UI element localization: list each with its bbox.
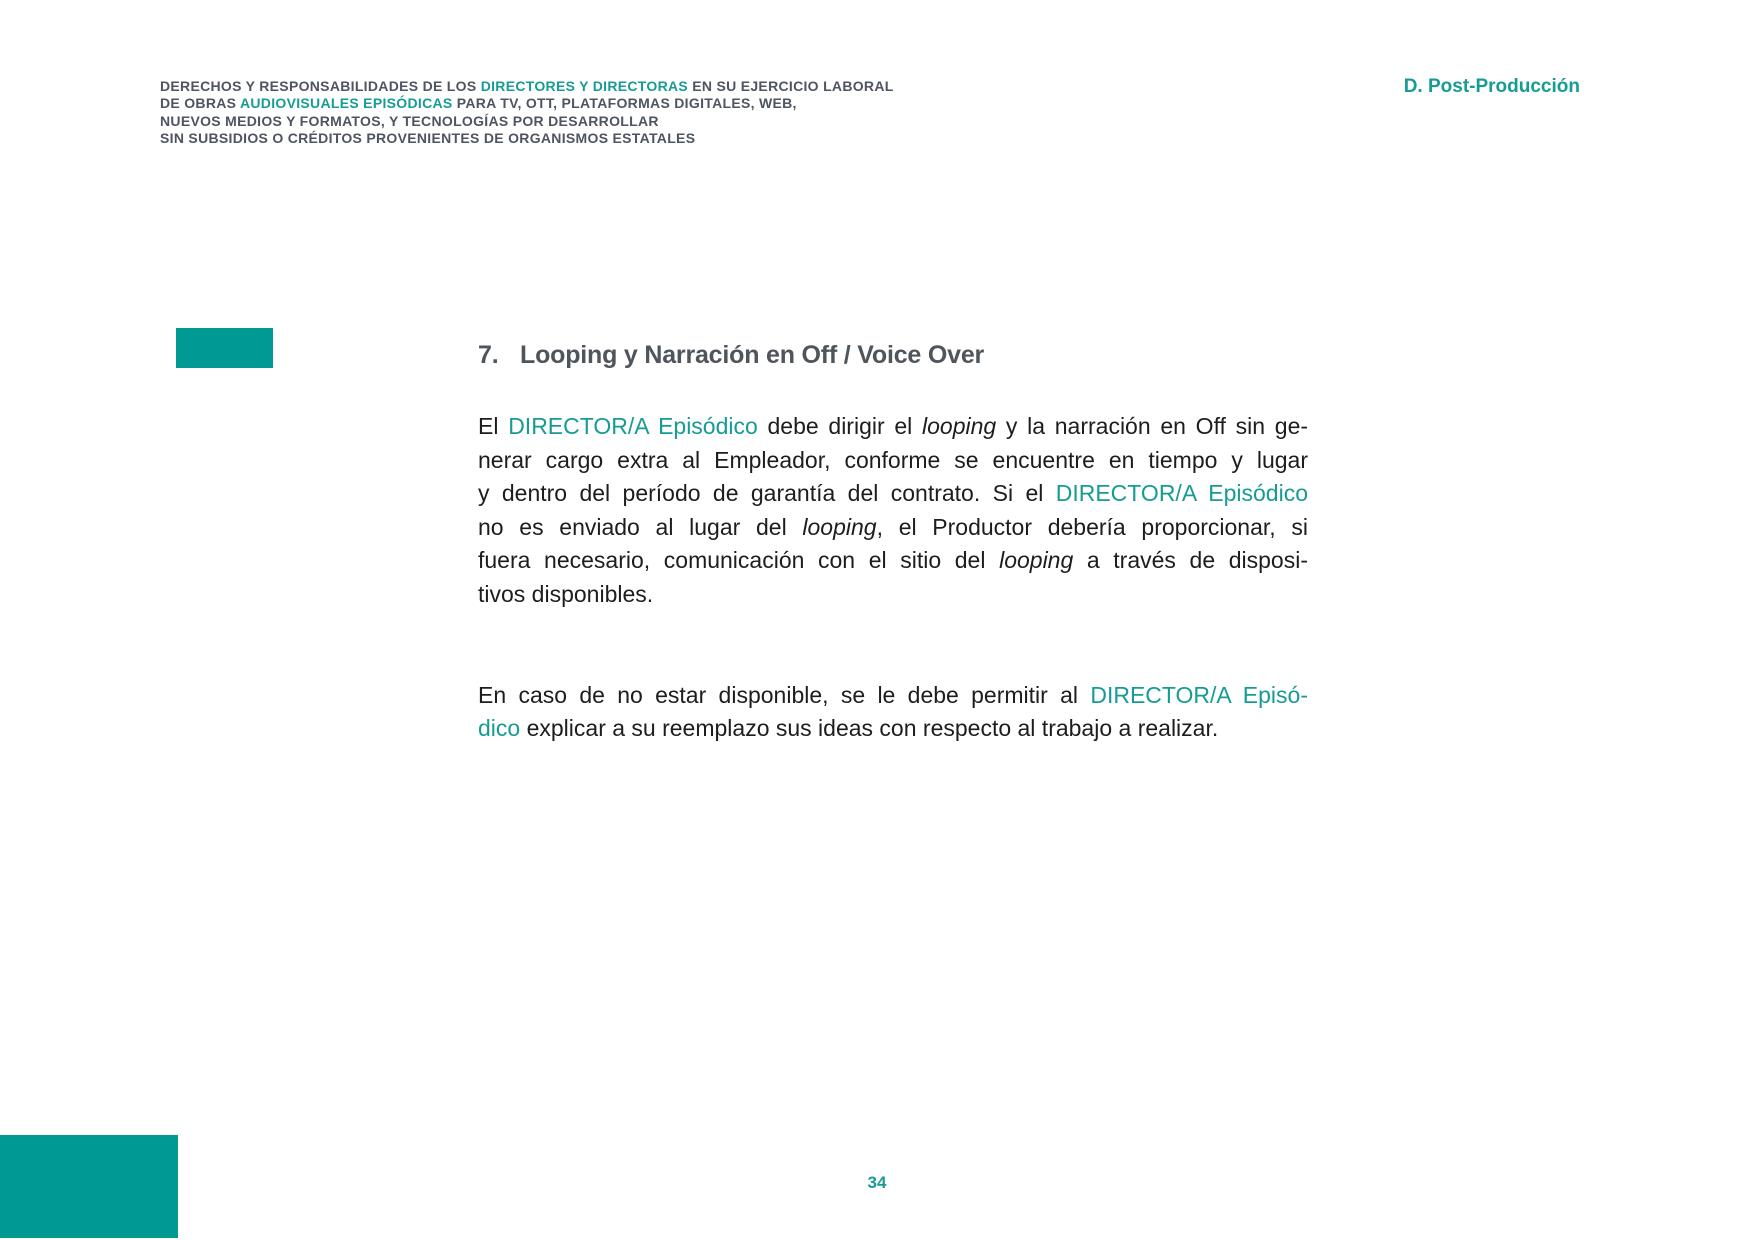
text-run-accent: DIRECTOR/A Episódico [1055, 480, 1308, 507]
body-line [478, 477, 1308, 511]
body-line [478, 444, 1308, 478]
header-text-run: DE OBRAS [160, 95, 240, 112]
page-number: 34 [867, 1173, 887, 1192]
header-text-run: DERECHOS Y RESPONSABILIDADES DE LOS [160, 78, 481, 94]
paragraph-2 [478, 679, 1308, 746]
text-run-italic: looping [922, 413, 997, 439]
body-line [478, 712, 1308, 746]
text-run-accent: dico [478, 715, 521, 742]
text-run: En caso de no estar disponible, se le debe permitir al [478, 681, 1091, 708]
text-run-italic: looping [999, 547, 1074, 574]
text-run-accent: DIRECTOR/A Episódico [508, 413, 758, 439]
text-run: tivos disponibles. [478, 580, 654, 607]
text-run: debe dirigir el [757, 413, 922, 439]
paragraph-1 [478, 410, 1308, 612]
header-text-run: SIN SUBSIDIOS O CRÉDITOS PROVENIENTES DE ORGANISMOS ESTATALES [160, 129, 696, 146]
text-run: nerar cargo extra al Empleador, conforme se encuentre en tiempo y lugar [478, 446, 1308, 473]
section-marker-block [176, 328, 273, 368]
body-line [478, 679, 1308, 713]
body-text [478, 410, 1308, 746]
body-line [478, 578, 1308, 612]
body-line [478, 544, 1308, 578]
section-title: Looping y Narración en Off / Voice Over [520, 341, 985, 369]
text-run: El [478, 413, 509, 439]
text-run-accent: DIRECTOR/A Episó- [1090, 681, 1308, 708]
running-header-line-4 [160, 130, 894, 147]
text-run: no es enviado al lugar del [478, 513, 803, 540]
text-run: y la narración en Off sin ge- [996, 413, 1309, 439]
text-run: a través de disposi- [1073, 547, 1308, 574]
running-header-line-2 [160, 95, 894, 112]
section-number: 7. [478, 341, 499, 369]
running-header-line-1 [160, 78, 894, 95]
text-run: y dentro del período de garantía del contrato. Si el [478, 480, 1056, 507]
body-line [478, 410, 1308, 444]
chapter-label: D. Post-Producción [1403, 76, 1580, 97]
header-accent-run: AUDIOVISUALES EPISÓDICAS [239, 95, 453, 112]
text-run: fuera necesario, comunicación con el sitio del [478, 547, 1000, 574]
section-heading [478, 341, 984, 370]
header-text-run: EN SU EJERCICIO LABORAL [688, 78, 894, 94]
text-run: , el Productor debería proporcionar, si [876, 513, 1308, 540]
header-accent-run: DIRECTORES Y DIRECTORAS [480, 78, 689, 94]
text-run: explicar a su reemplazo sus ideas con respecto al trabajo a realizar. [520, 715, 1219, 742]
text-run-italic: looping [802, 513, 877, 540]
running-header-line-3 [160, 113, 894, 130]
header-text-run: PARA TV, OTT, PLATAFORMAS DIGITALES, WEB, [452, 95, 797, 112]
body-line [478, 511, 1308, 545]
header-text-run: NUEVOS MEDIOS Y FORMATOS, Y TECNOLOGÍAS POR DESARROLLAR [160, 112, 659, 129]
running-header [160, 78, 894, 147]
corner-accent-block [0, 1135, 178, 1238]
